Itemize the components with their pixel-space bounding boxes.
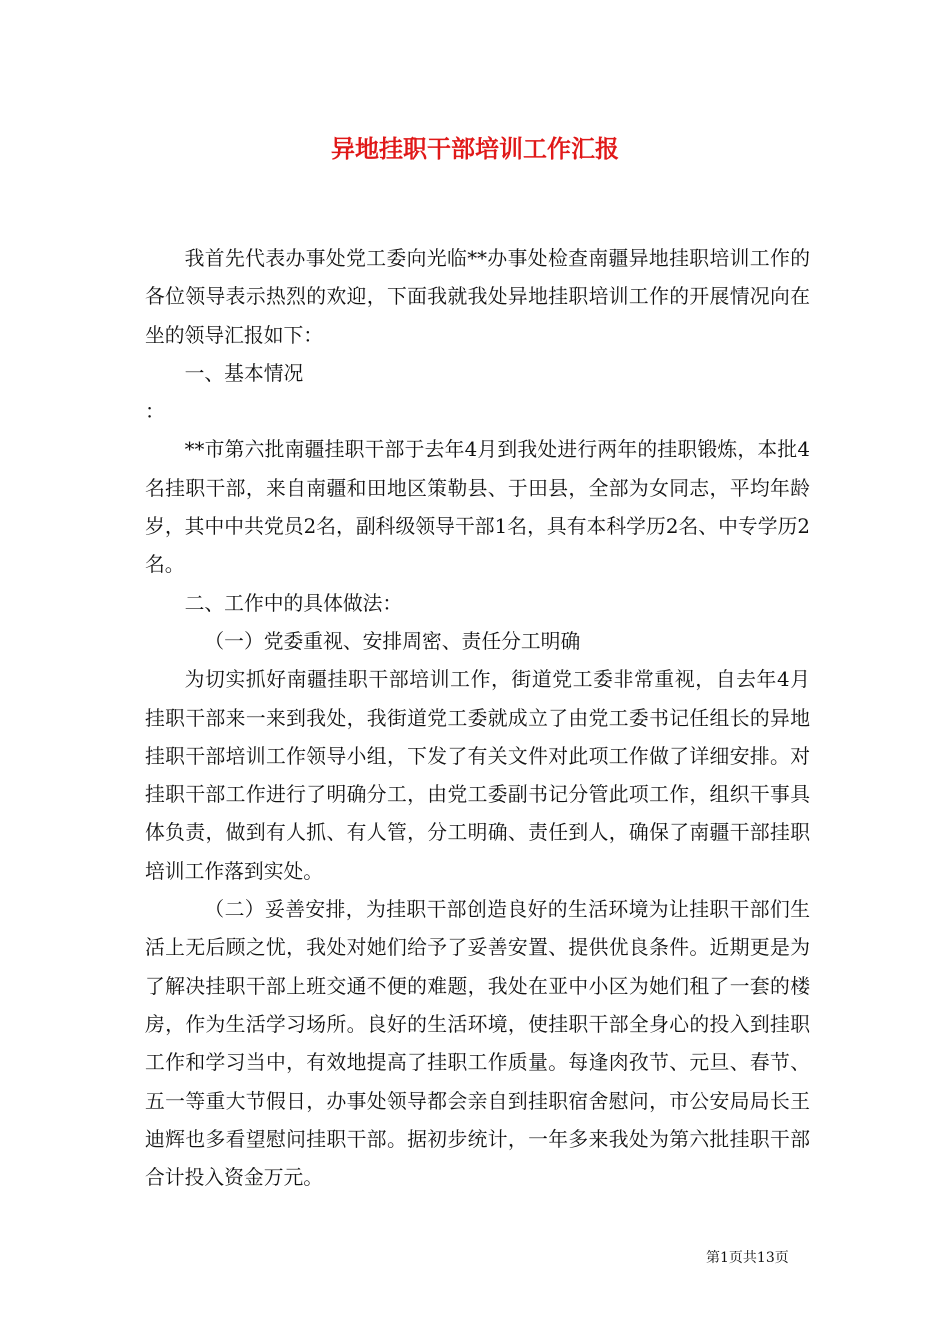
paragraph-colon: ： (145, 400, 165, 424)
heading-basic-situation: 一、基本情况 (184, 361, 304, 385)
paragraph-basic-info: **市第六批南疆挂职干部于去年4月到我处进行两年的挂职锻炼，本批4名挂职干部，来自南疆和田地区策勒县、于田县，全部为女同志，平均年龄岁，其中中共党员2名，副科级领导干部1名，具有本科学历2名、中专学历2名。 (145, 438, 810, 577)
document-title: 异地挂职干部培训工作汇报 (331, 134, 619, 163)
heading-specific-practices: 二、工作中的具体做法： (184, 591, 403, 615)
subheading-party-attention: （一）党委重视、安排周密、责任分工明确 (204, 629, 581, 653)
paragraph-intro: 我首先代表办事处党工委向光临**办事处检查南疆异地挂职培训工作的各位领导表示热烈的欢迎，下面我就我处异地挂职培训工作的开展情况向在坐的领导汇报如下： (145, 247, 810, 347)
paragraph-party-attention: 为切实抓好南疆挂职干部培训工作，街道党工委非常重视，自去年4月挂职干部来一来到我处，我街道党工委就成立了由党工委书记任组长的异地挂职干部培训工作领导小组，下发了有关文件对此项工作做了详细安排。对挂职干部工作进行了明确分工，由党工委副书记分管此项工作，组织干事具体负责，做到有人抓、有人管，分工明确、责任到人，确保了南疆干部挂职培训工作落到实处。 (145, 668, 810, 883)
document-body (145, 240, 810, 1197)
paragraph-living-arrangement: （二）妥善安排，为挂职干部创造良好的生活环境为让挂职干部们生活上无后顾之忧，我处对她们给予了妥善安置、提供优良条件。近期更是为了解决挂职干部上班交通不便的难题，我处在亚中小区为她们租了一套的楼房，作为生活学习场所。良好的生活环境，使挂职干部全身心的投入到挂职工作和学习当中，有效地提高了挂职工作质量。每逢肉孜节、元旦、春节、五一等重大节假日，办事处领导都会亲自到挂职宿舍慰问，市公安局局长王迪辉也多看望慰问挂职干部。据初步统计，一年多来我处为第六批挂职干部合计投入资金万元。 (145, 898, 810, 1190)
page-footer: 第1页共13页 (706, 1250, 789, 1266)
